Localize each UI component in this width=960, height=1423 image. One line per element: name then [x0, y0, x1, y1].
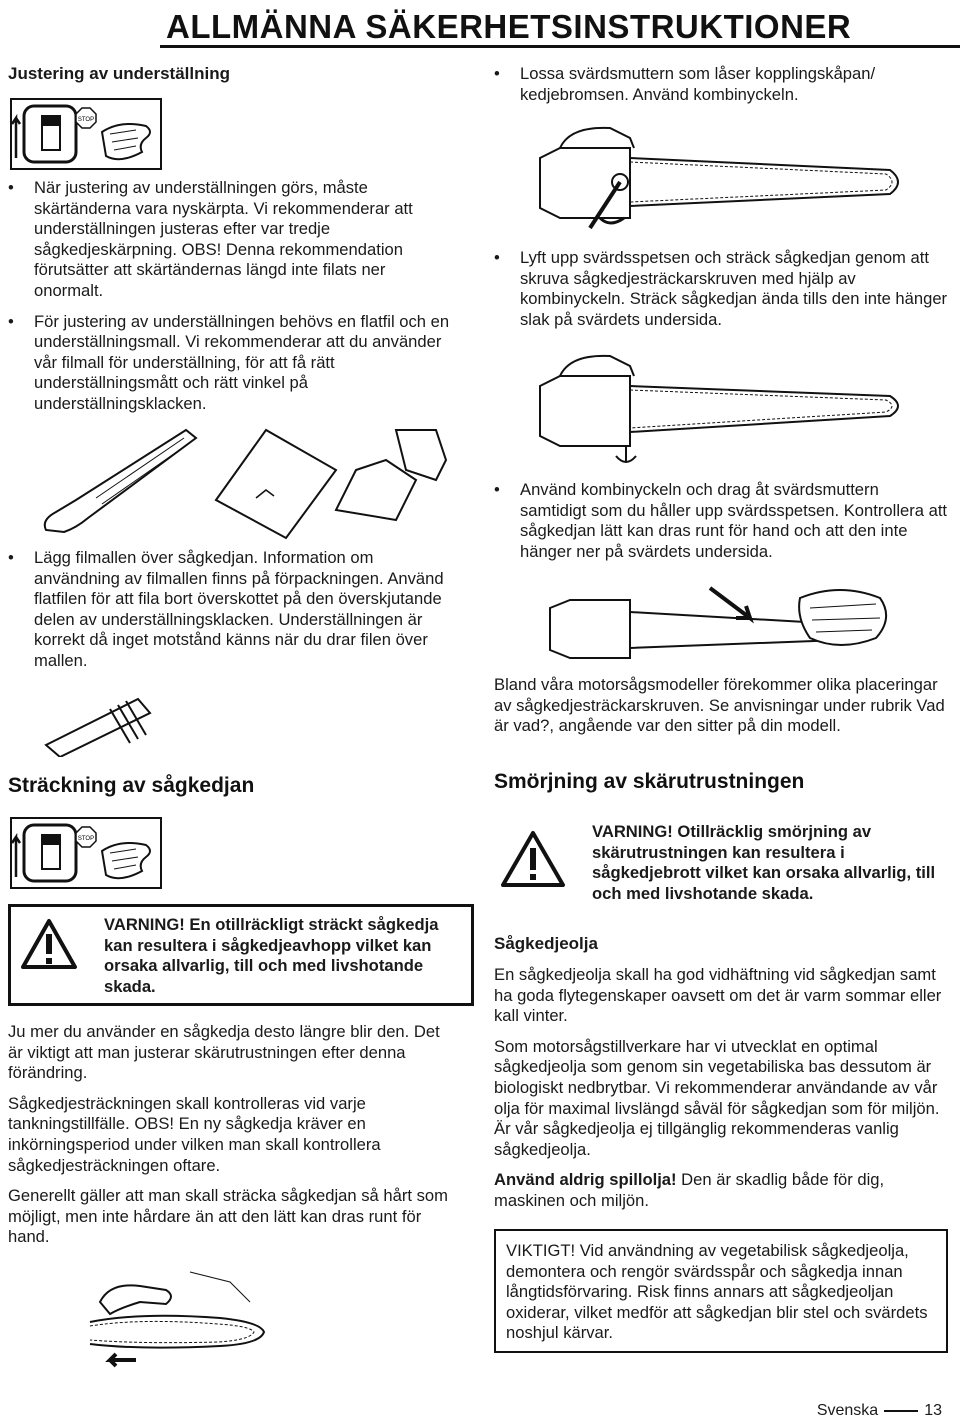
warning-triangle-icon — [500, 830, 566, 888]
section-heading-tensioning: Sträckning av sågkedjan — [8, 774, 255, 797]
oil-heading: Sågkedjeolja — [494, 934, 598, 953]
section-heading-adjustment: Justering av underställning — [8, 64, 230, 83]
warning-text-tension: VARNING! En otillräckligt sträckt sågkedja kan resultera i sågkedjeavhopp vilket kan orsaka allvarlig, till och med livshotande skada. — [104, 915, 439, 996]
loosen-nut-bullets — [494, 64, 948, 115]
file-over-gauge-illustration — [38, 685, 162, 757]
spill-oil-warning-rest: Den är skadlig både för dig, maskinen och miljön. — [494, 1170, 885, 1210]
spill-oil-warning-bold: Använd aldrig spillolja! — [494, 1170, 677, 1190]
chainsaw-loosen-nut-illustration — [530, 118, 910, 240]
important-note-text: VIKTIGT! Vid användning av vegetabilisk sågkedjeolja, demontera och rengör svärdsspår och sågkedja innan långtidsförvaring. Risk finns annars att sågkedjeoljan oxiderar, vilket medför att sågkedjan blir stel och svärdets noshjul kärvar. — [506, 1241, 928, 1343]
gauge-bullets — [8, 548, 456, 682]
paragraph: Ju mer du använder en sågkedja desto längre blir den. Det är viktigt att man justerar skärutrustningen efter denna förändring. — [8, 1022, 440, 1083]
adjustment-bullets-1 — [8, 178, 456, 425]
chainsaw-glove-illustration — [540, 578, 900, 664]
paragraph: Som motorsågstillverkare har vi utvecklat en optimal sågkedjeolja som genom sin vegetabiliska bas dessutom är biologiskt nedbrytbar. Vi rekommenderar användande av vår olja för maximal livslängd såväl för sågkedjan som för miljön. Är vår sågkedjeolja ej tillgänglig rekommenderas vanlig sågkedjeolja. — [494, 1036, 940, 1159]
warning-text-lubrication: VARNING! Otillräcklig smörjning av skärutrustningen kan resultera i sågkedjebrott vilket kan orsaka allvarlig, till och med livshotande skada. — [592, 822, 936, 903]
section-heading-lubrication: Smörjning av skärutrustningen — [494, 770, 805, 793]
warning-triangle-icon — [20, 918, 78, 970]
paragraph: Sågkedjesträckningen skall kontrolleras vid varje tankningstillfälle. OBS! En ny sågkedja kräver en inkörningsperiod under vilken man skall kontrollera sågkedjesträckningen oftare. — [8, 1093, 381, 1175]
chainsaw-tensioning-illustration — [530, 346, 910, 468]
stop-sign-label: STOP — [77, 117, 95, 123]
tension-paragraphs — [8, 1022, 456, 1258]
important-note-box — [494, 1229, 948, 1353]
page-footer — [817, 1402, 942, 1420]
flat-file-and-gauge-illustration — [36, 420, 456, 540]
stop-engine-glove-pictogram-2 — [10, 817, 162, 889]
paragraph — [494, 1170, 948, 1211]
list-item: • Lyft upp svärdsspetsen och sträck sågkedjan genom att skruva sågkedjesträckarskruven med hjälp av kombinyckeln. Sträck sågkedjan ända tills den inte hänger slak på svärdets undersida. — [494, 248, 948, 330]
page-number: 13 — [924, 1402, 942, 1419]
tighten-nut-bullets — [494, 480, 948, 572]
stop-engine-glove-pictogram — [10, 98, 162, 170]
tension-screw-bullets — [494, 248, 948, 340]
footer-language: Svenska — [816, 1402, 879, 1419]
models-paragraph — [494, 675, 948, 747]
footer-dash — [884, 1410, 918, 1412]
paragraph: En sågkedjeolja skall ha god vidhäftning vid sågkedjan samt ha goda flytegenskaper oavsett om det är varm sommar eller kall vinter. — [494, 965, 942, 1026]
list-item: • När justering av underställningen görs, måste skärtänderna vara nyskärpta. Vi rekommenderar att underställningen justeras efter var tredje sågkedjeskärpning. OBS! Denna rekommendation förutsätter att skärtändernas längd inte filats ner onormalt. — [8, 178, 456, 302]
list-item: • Lossa svärdsmuttern som låser kopplingskåpan/ kedjebromsen. Använd kombinyckeln. — [494, 64, 948, 105]
list-item: • Lägg filmallen över sågkedjan. Information om användning av filmallen finns på förpackningen. Använd flatfilen för att fila bort överskottet på den överskjutande delen av underställningsklacken. Underställningen är korrekt då inget motstånd känns när du drar filen över mallen. — [8, 548, 456, 672]
list-item: • Använd kombinyckeln och drag åt svärdsmuttern samtidigt som du håller upp svärdsspetsen. Kontrollera att sågkedjan lätt kan dras runt för hand och att den inte hänger ner på svärdets undersida. — [494, 480, 948, 562]
paragraph: Bland våra motorsågsmodeller förekommer olika placeringar av sågkedjesträckarskruven. Se anvisningar under rubrik Vad är vad?, angående var den sitter på din modell. — [494, 675, 945, 736]
oil-paragraphs — [494, 965, 948, 1222]
stop-sign-label: STOP — [77, 836, 95, 842]
hand-pulling-chain-illustration — [80, 1262, 310, 1372]
list-item: • För justering av underställningen behövs en flatfil och en underställningsmall. Vi rekommenderar att du använder vår filmall för underställning, för att få rätt underställningsmått och rätt vinkel på underställningsklacken. — [8, 312, 456, 415]
paragraph: Generellt gäller att man skall sträcka sågkedjan så hårt som möjligt, men inte hårdare än att den lätt kan dras runt för hand. — [8, 1186, 448, 1247]
page-title: ALLMÄNNA SÄKERHETSINSTRUKTIONER — [166, 8, 852, 45]
